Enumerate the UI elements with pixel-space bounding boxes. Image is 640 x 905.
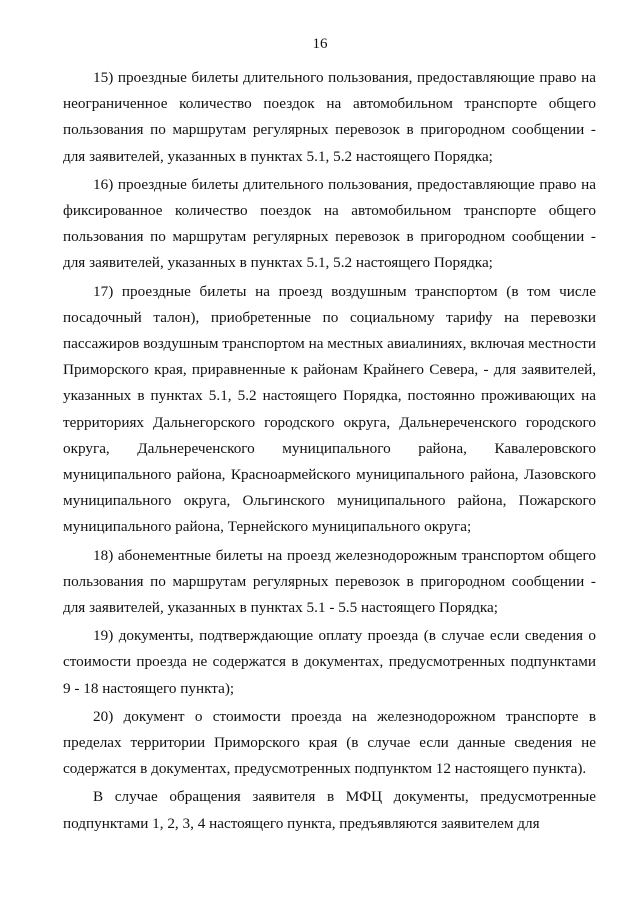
paragraph-item-17: 17) проездные билеты на проезд воздушным транспортом (в том числе посадочный талон), приобретенные по социальному тарифу на перевозки пассажиров воздушным транспортом на местных авиалиниях, включая местности Приморского края, приравненные к районам Крайнего Севера, - для заявителей, указанных в пунктах 5.1, 5.2 настоящего Порядка, постоянно проживающих на территориях Дальнегорского городского округа, Дальнереченского городского округа, Дальнереченского муниципального района, Кавалеровского муниципального района, Красноармейского муниципального района, Лазовского муниципального округа, Ольгинского муниципального района, Пожарского муниципального района, Тернейского муниципального округа; (63, 282, 596, 536)
page-number: 16 (312, 36, 328, 52)
paragraph-item-20: 20) документ о стоимости проезда на железнодорожном транспорте в пределах территории Приморского края (в случае если данные сведения не содержатся в документах, предусмотренных подпунктом 12 настоящего пункта). (63, 707, 596, 778)
paragraph-item-19: 19) документы, подтверждающие оплату проезда (в случае если сведения о стоимости проезда не содержатся в документах, предусмотренных подпунктами 9 - 18 настоящего пункта); (63, 627, 596, 697)
paragraph-item-18: 18) абонементные билеты на проезд железнодорожным транспортом общего пользования по маршрутам регулярных перевозок в пригородном сообщении - для заявителей, указанных в пунктах 5.1 - 5.5 настоящего Порядка; (63, 546, 596, 617)
paragraph-mfc-note: В случае обращения заявителя в МФЦ документы, предусмотренные подпунктами 1, 2, 3, 4 настоящего пункта, предъявляются заявителем для (63, 788, 596, 832)
paragraph-item-15: 15) проездные билеты длительного пользования, предоставляющие право на неограниченное количество поездок на автомобильном транспорте общего пользования по маршрутам регулярных перевозок в пригородном сообщении - для заявителей, указанных в пунктах 5.1, 5.2 настоящего Порядка; (63, 69, 596, 165)
document-body (63, 65, 596, 837)
paragraph-item-16: 16) проездные билеты длительного пользования, предоставляющие право на фиксированное количество поездок на автомобильном транспорте общего пользования по маршрутам регулярных перевозок в пригородном сообщении - для заявителей, указанных в пунктах 5.1, 5.2 настоящего Порядка; (63, 175, 596, 272)
